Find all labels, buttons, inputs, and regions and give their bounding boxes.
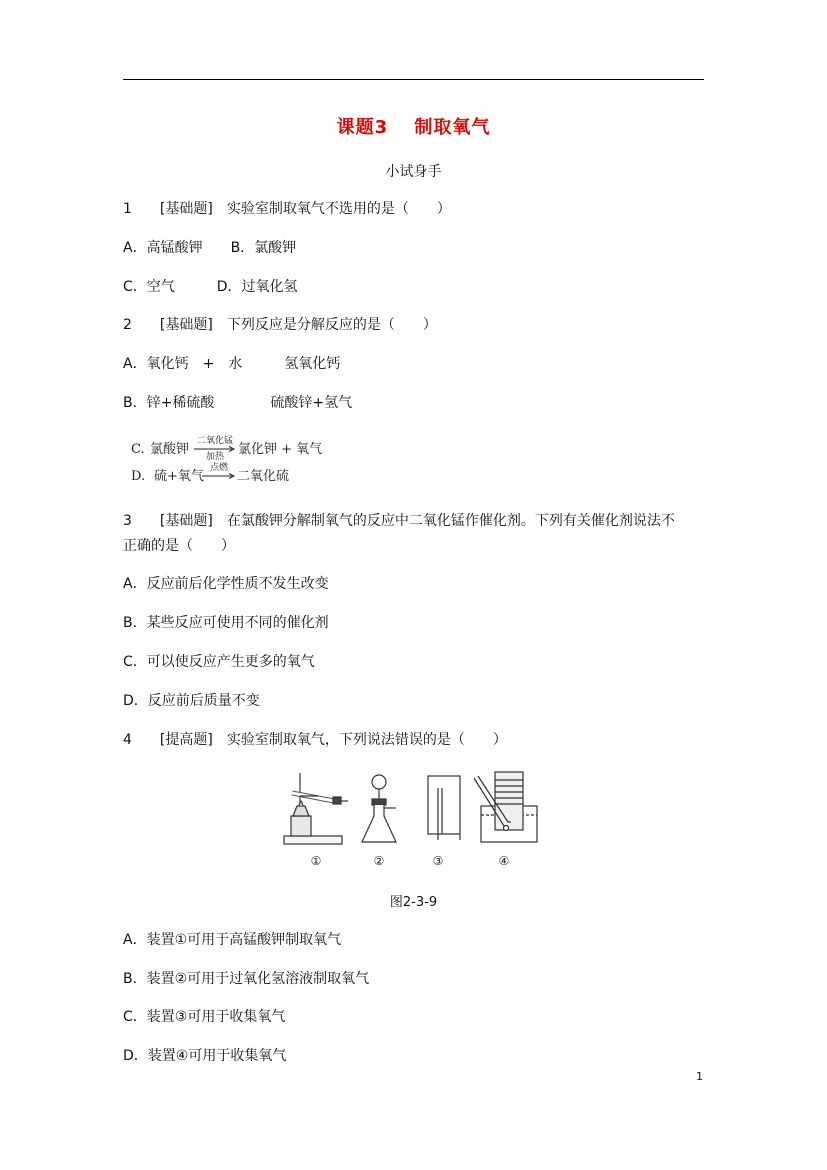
eq-d-arrow-icon (202, 473, 236, 479)
q4-option-b: B．装置②可用于过氧化氢溶液制取氧气 (123, 971, 370, 987)
eq-c-product: 氯化钾 + 氧气 (238, 442, 323, 457)
device-4-water-trough (474, 772, 537, 842)
q1-stem: 1 [基础题] 实验室制取氧气不选用的是（ ） (123, 201, 451, 217)
eq-d-arrow (202, 463, 236, 483)
eq-c-condition-bottom: 加热 (205, 452, 224, 462)
eq-c-arrow (194, 436, 236, 464)
q2-option-a: A．氧化钙 + 水 氢氧化钙 (123, 356, 341, 372)
q2-option-b: B．锌+稀硫酸 硫酸锌+氢气 (123, 395, 353, 411)
q3-option-b: B．某些反应可使用不同的催化剂 (123, 615, 329, 631)
q1-options-cd: C．空气 D．过氧化氢 (123, 279, 298, 295)
device-3-gas-jar (428, 776, 460, 840)
q4-option-d: D．装置④可用于收集氧气 (123, 1048, 287, 1064)
page-number: 1 (696, 1070, 703, 1083)
figure-label-3: ③ (432, 854, 444, 868)
device-2-flask-with-funnel (362, 775, 396, 842)
eq-c-label: C. (131, 442, 145, 457)
page-title: 课题3 制取氧气 (336, 117, 491, 138)
q4-option-c: C．装置③可用于收集氧气 (123, 1009, 286, 1025)
figure-caption: 图2-3-9 (389, 895, 438, 910)
figure-label-4: ④ (498, 854, 510, 868)
apparatus-figure (278, 768, 548, 870)
eq-c-reactant: 氯酸钾 (150, 442, 190, 457)
q1-options-ab: A．高锰酸钾 B．氯酸钾 (123, 240, 297, 256)
eq-d-label: D. (131, 469, 146, 484)
section-subtitle: 小试身手 (385, 164, 442, 180)
q2-stem: 2 [基础题] 下列反应是分解反应的是（ ） (123, 317, 437, 333)
device-1-heating-apparatus (284, 773, 348, 844)
eq-d-condition-top: 点燃 (209, 463, 228, 473)
q3-option-d: D．反应前后质量不变 (123, 693, 260, 709)
q4-option-a: A．装置①可用于高锰酸钾制取氧气 (123, 932, 342, 948)
figure-label-1: ① (310, 854, 322, 868)
q3-option-a: A．反应前后化学性质不发生改变 (123, 576, 329, 592)
figure-label-2: ② (373, 854, 385, 868)
eq-d-product: 二氧化硫 (237, 469, 290, 484)
q3-stem-line2: 正确的是（ ） (123, 538, 235, 554)
eq-d-reactant: 硫+氧气 (154, 469, 204, 484)
q4-stem: 4 [提高题] 实验室制取氧气，下列说法错误的是（ ） (123, 732, 507, 748)
header-rule (123, 79, 704, 80)
eq-c-condition-top: 二氧化锰 (196, 436, 233, 446)
q3-stem-line1: 3 [基础题] 在氯酸钾分解制氧气的反应中二氧化锰作催化剂。下列有关催化剂说法不 (123, 513, 675, 529)
q3-option-c: C．可以使反应产生更多的氧气 (123, 654, 315, 670)
